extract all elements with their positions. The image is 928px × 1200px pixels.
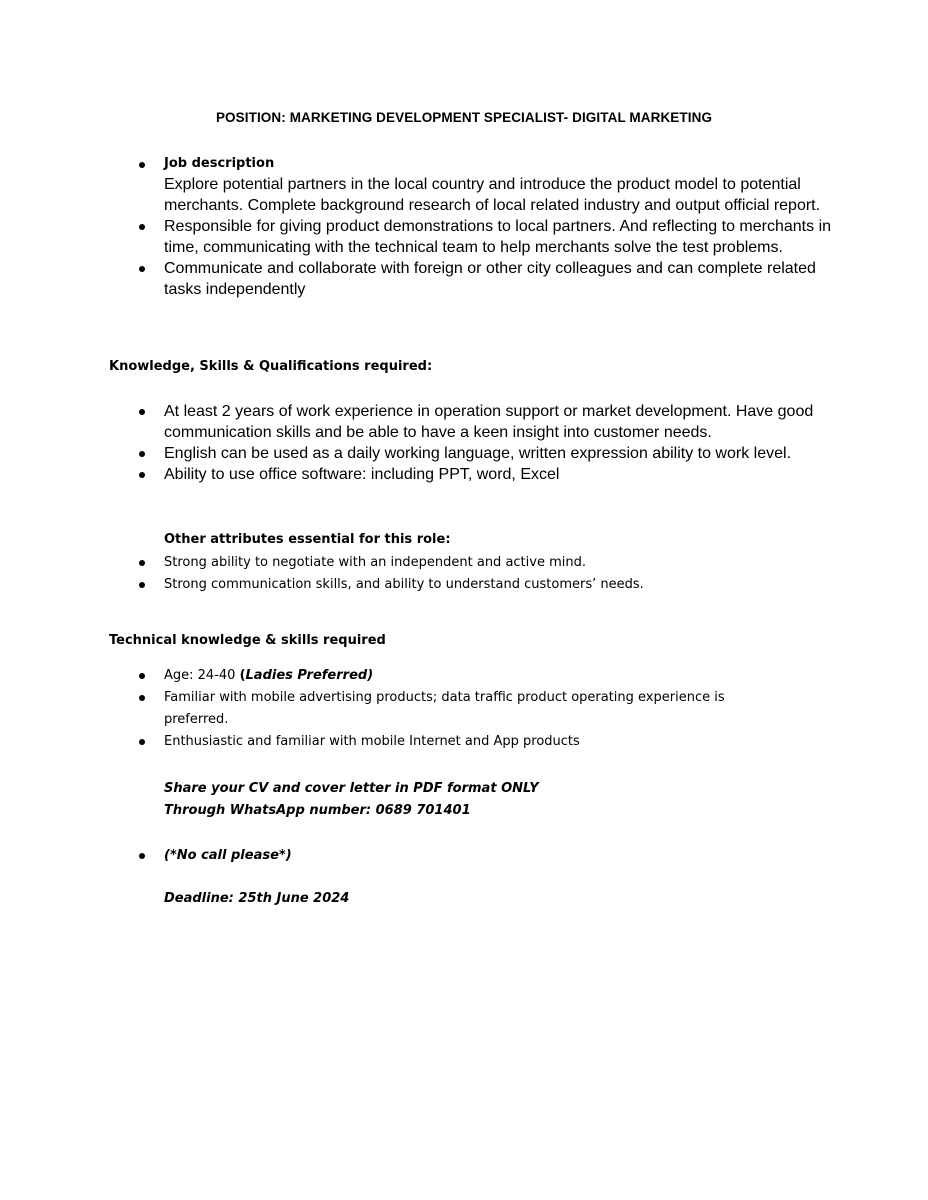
share-line-2: Through WhatsApp number: 0689 701401 bbox=[164, 803, 471, 818]
deadline: Deadline: 25th June 2024 bbox=[164, 891, 350, 906]
list-item bbox=[164, 258, 844, 300]
ladies-preferred: Ladies Preferred) bbox=[245, 668, 374, 683]
bullet-icon bbox=[139, 224, 145, 230]
bullet-icon bbox=[139, 266, 145, 272]
age-text: Age: 24-40 bbox=[164, 668, 240, 683]
list-item-text: Communicate and collaborate with foreign or other city colleagues and can complete related tasks independently bbox=[164, 260, 816, 298]
list-item-text: At least 2 years of work experience in operation support or market development. Have good communication skills and be able to have a keen insight into customer needs. bbox=[164, 403, 814, 441]
bullet-icon bbox=[139, 739, 145, 745]
list-item-text: Strong communication skills, and ability to understand customers’ needs. bbox=[164, 577, 644, 592]
bullet-icon bbox=[139, 582, 145, 588]
job-description-label: Job description bbox=[164, 156, 275, 171]
list-item-text: English can be used as a daily working language, written expression ability to work level. bbox=[164, 445, 792, 462]
other-attributes-heading: Other attributes essential for this role: bbox=[164, 532, 451, 547]
list-item bbox=[164, 574, 844, 596]
list-item bbox=[164, 464, 834, 485]
list-item-text: Enthusiastic and familiar with mobile Internet and App products bbox=[164, 734, 580, 749]
bullet-icon bbox=[139, 560, 145, 566]
list-item bbox=[164, 443, 834, 464]
no-call-text: (*No call please*) bbox=[164, 848, 292, 863]
list-item-text: Ability to use office software: including PPT, word, Excel bbox=[164, 466, 560, 483]
bullet-icon bbox=[139, 673, 145, 679]
knowledge-list bbox=[164, 401, 834, 485]
list-item bbox=[164, 154, 844, 216]
list-item-text: Strong ability to negotiate with an independent and active mind. bbox=[164, 555, 586, 570]
bullet-icon bbox=[139, 409, 145, 415]
position-title: POSITION: MARKETING DEVELOPMENT SPECIALIST- DIGITAL MARKETING bbox=[215, 110, 713, 125]
list-item bbox=[164, 552, 844, 574]
list-item bbox=[164, 665, 764, 687]
list-item bbox=[164, 845, 844, 867]
technical-heading: Technical knowledge & skills required bbox=[109, 633, 386, 648]
technical-list bbox=[164, 665, 764, 753]
list-item bbox=[164, 401, 834, 443]
list-item-text: Explore potential partners in the local country and introduce the product model to potential merchants. Complete background research of local related industry and output official report. bbox=[164, 176, 821, 214]
age-paren: ( bbox=[239, 668, 246, 683]
list-item-text: Responsible for giving product demonstrations to local partners. And reflecting to merchants in time, communicating with the technical team to help merchants solve the test problems. bbox=[164, 218, 832, 256]
no-call-list bbox=[164, 845, 844, 867]
list-item-text: Familiar with mobile advertising products; data traffic product operating experience is preferred. bbox=[164, 690, 725, 727]
share-line-1: Share your CV and cover letter in PDF format ONLY bbox=[164, 781, 539, 796]
bullet-icon bbox=[139, 695, 145, 701]
bullet-icon bbox=[139, 162, 145, 168]
job-description-list bbox=[164, 154, 844, 300]
bullet-icon bbox=[139, 451, 145, 457]
other-attributes-list bbox=[164, 552, 844, 596]
knowledge-heading: Knowledge, Skills & Qualifications required: bbox=[109, 359, 433, 374]
list-item bbox=[164, 687, 764, 731]
bullet-icon bbox=[139, 472, 145, 478]
list-item bbox=[164, 731, 764, 753]
list-item bbox=[164, 216, 844, 258]
bullet-icon bbox=[139, 853, 145, 859]
